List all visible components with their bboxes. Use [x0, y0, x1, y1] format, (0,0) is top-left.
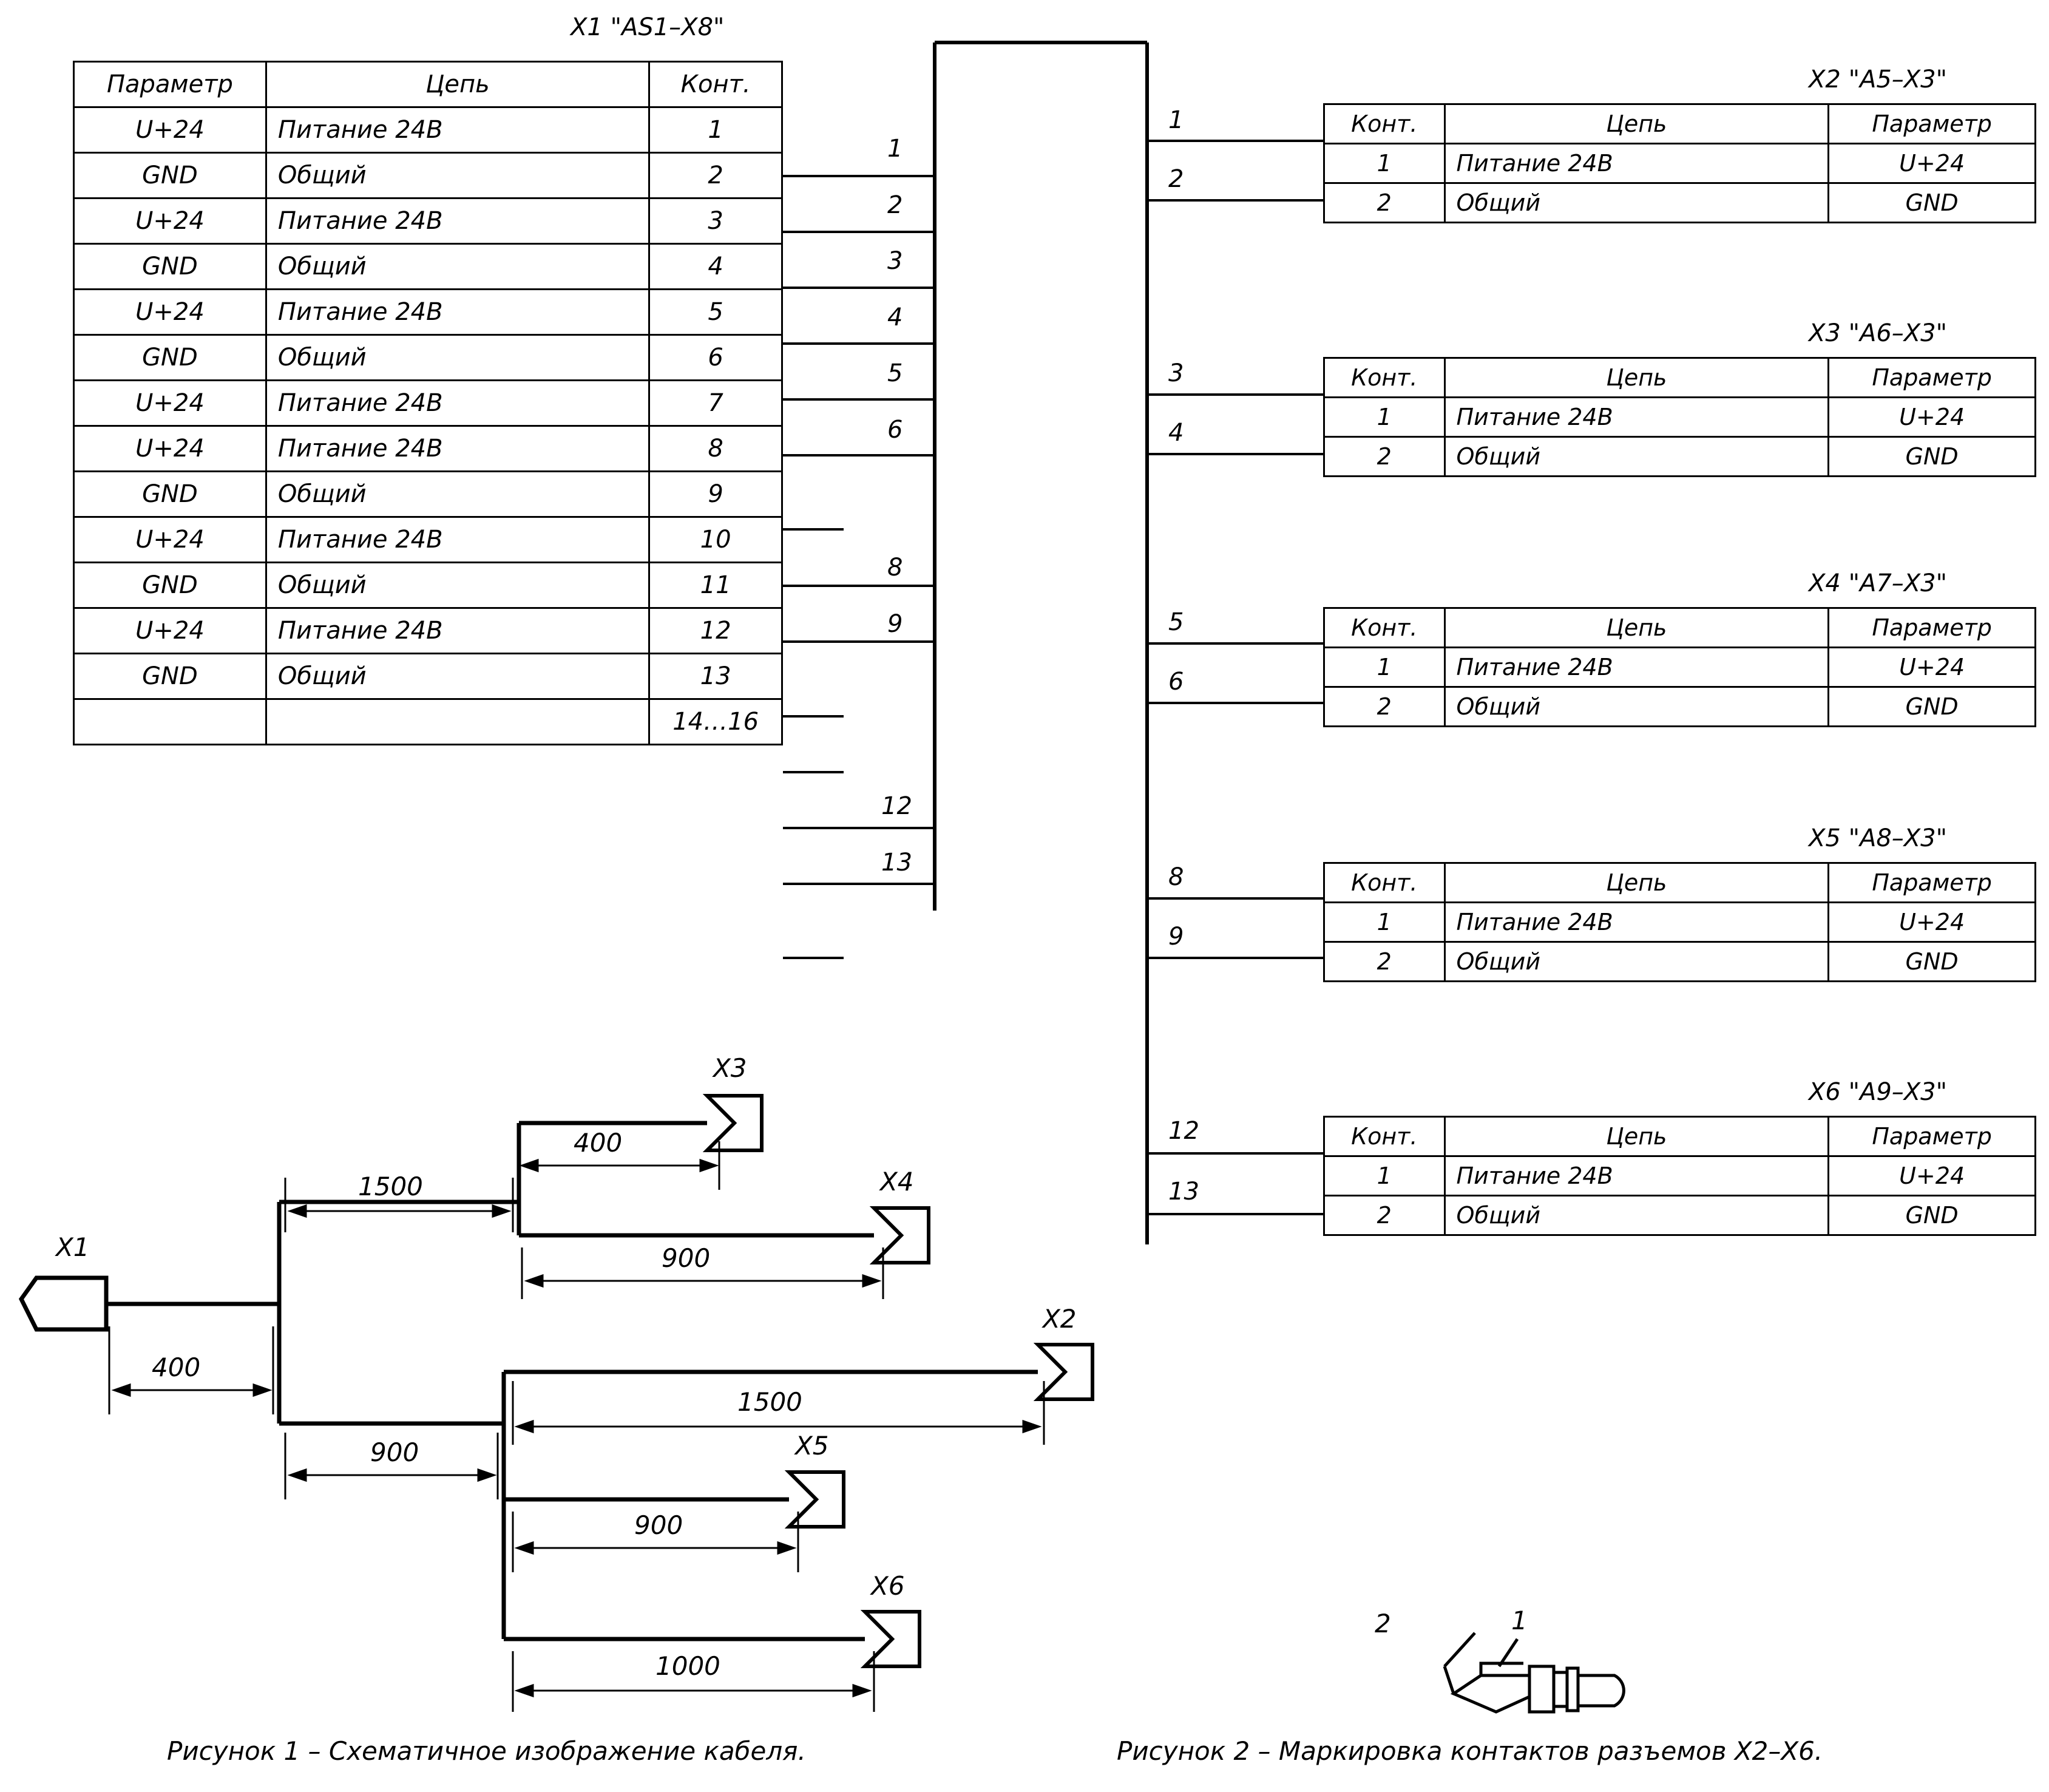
table-x1-cell: GND	[74, 654, 266, 699]
table-x1-cell: U+24	[74, 517, 266, 563]
table-row	[1324, 144, 2036, 183]
table-row	[74, 517, 782, 563]
bus-right-pin-label: 5	[1168, 608, 1184, 636]
table-header-cell: Параметр	[1829, 863, 2036, 903]
table-header-cell: Конт.	[1324, 863, 1445, 903]
table-x1-title: X1 "AS1–X8"	[571, 13, 725, 41]
table-x1-header-param: Параметр	[74, 62, 266, 107]
figure1-caption: Рисунок 1 – Схематичное изображение кабеля.	[167, 1736, 806, 1766]
table-x1-cell	[74, 699, 266, 745]
table-header-cell: Параметр	[1829, 1117, 2036, 1156]
table-header-row	[1324, 863, 2036, 903]
table-x1-cell: 13	[649, 654, 782, 699]
table-x5	[1323, 862, 2036, 982]
bus-right-pin-label: 8	[1168, 863, 1184, 891]
connector-label-x2: X2	[1043, 1304, 1077, 1334]
table-x1	[73, 61, 783, 745]
table-x1-cell: Общий	[266, 654, 649, 699]
table-cell: U+24	[1829, 903, 2036, 942]
table-cell: GND	[1829, 942, 2036, 982]
table-cell: 1	[1324, 398, 1445, 437]
bus-left-pin-label: 6	[887, 416, 903, 444]
table-row	[74, 290, 782, 335]
table-row	[74, 381, 782, 426]
table-x1-cell: GND	[74, 335, 266, 381]
table-x1-cell: Общий	[266, 472, 649, 517]
table-row	[74, 199, 782, 244]
table-x1-cell: U+24	[74, 381, 266, 426]
table-x1-cell: Общий	[266, 153, 649, 199]
bus-right-pin-label: 2	[1168, 165, 1184, 193]
table-x1-cell: 9	[649, 472, 782, 517]
table-x1-cell: 12	[649, 608, 782, 654]
table-cell: Общий	[1444, 687, 1829, 727]
bus-left-pin-label: 9	[887, 610, 903, 638]
table-row	[1324, 398, 2036, 437]
table-cell: Питание 24В	[1444, 648, 1829, 687]
table-row	[1324, 183, 2036, 223]
figure2-pin-2: 2	[1375, 1609, 1391, 1638]
dimension-900-x4: 900	[662, 1243, 711, 1273]
table-cell: Общий	[1444, 183, 1829, 223]
table-header-cell: Цепь	[1444, 863, 1829, 903]
bus-right-pin-label: 3	[1168, 359, 1184, 387]
table-x1-cell: U+24	[74, 426, 266, 472]
table-x2-title: X2 "A5–X3"	[1809, 66, 1948, 93]
table-row	[1324, 903, 2036, 942]
figure2-pin-1: 1	[1511, 1606, 1528, 1635]
table-x1-cell: Питание 24В	[266, 517, 649, 563]
table-cell: 2	[1324, 942, 1445, 982]
table-row	[1324, 1196, 2036, 1235]
table-cell: U+24	[1829, 1156, 2036, 1196]
table-cell: 2	[1324, 183, 1445, 223]
table-x1-cell: GND	[74, 563, 266, 608]
table-x1-cell: 2	[649, 153, 782, 199]
table-header-cell: Параметр	[1829, 104, 2036, 144]
table-cell: 2	[1324, 1196, 1445, 1235]
table-cell: 1	[1324, 648, 1445, 687]
table-x1-cell: Питание 24В	[266, 199, 649, 244]
table-cell: GND	[1829, 437, 2036, 477]
connector-label-x4: X4	[880, 1167, 914, 1196]
table-x1-cell: GND	[74, 472, 266, 517]
table-cell: GND	[1829, 1196, 2036, 1235]
table-x1-header-circuit: Цепь	[266, 62, 649, 107]
figure2-caption: Рисунок 2 – Маркировка контактов разъемов X2–X6.	[1117, 1736, 1823, 1766]
table-header-cell: Параметр	[1829, 608, 2036, 648]
table-header-row	[1324, 104, 2036, 144]
table-row	[1324, 648, 2036, 687]
table-cell: 1	[1324, 1156, 1445, 1196]
table-x1-cell: GND	[74, 244, 266, 290]
table-x1-cell: Питание 24В	[266, 107, 649, 153]
table-header-row	[1324, 1117, 2036, 1156]
table-x1-cell: 8	[649, 426, 782, 472]
table-x3-title: X3 "A6–X3"	[1809, 319, 1948, 347]
table-x1-cell: 5	[649, 290, 782, 335]
table-x1-cell: 6	[649, 335, 782, 381]
table-row	[1324, 687, 2036, 727]
bus-left-pin-label: 13	[881, 849, 912, 877]
table-header-cell: Цепь	[1444, 358, 1829, 398]
connector-label-x3: X3	[713, 1053, 747, 1083]
table-row	[74, 153, 782, 199]
table-x1-cell: 4	[649, 244, 782, 290]
table-row	[74, 699, 782, 745]
table-x1-cell: 14…16	[649, 699, 782, 745]
bus-left-pin-label: 8	[887, 554, 903, 582]
table-x1-cell: 11	[649, 563, 782, 608]
table-x1-cell: U+24	[74, 199, 266, 244]
table-header-row	[1324, 358, 2036, 398]
table-row	[1324, 1156, 2036, 1196]
dimension-900-spine: 900	[370, 1437, 419, 1467]
table-x1-cell: U+24	[74, 290, 266, 335]
table-row	[1324, 437, 2036, 477]
table-cell: 1	[1324, 144, 1445, 183]
dimension-1500-spine: 1500	[358, 1172, 423, 1201]
table-cell: U+24	[1829, 398, 2036, 437]
bus-left-pin-label: 12	[881, 792, 912, 820]
table-cell: Общий	[1444, 437, 1829, 477]
table-header-cell: Конт.	[1324, 358, 1445, 398]
table-cell: Питание 24В	[1444, 398, 1829, 437]
table-header-cell: Цепь	[1444, 104, 1829, 144]
table-x5-title: X5 "A8–X3"	[1809, 824, 1948, 852]
table-x4	[1323, 607, 2036, 727]
table-x2	[1323, 103, 2036, 223]
table-x1-cell: Питание 24В	[266, 608, 649, 654]
table-x6	[1323, 1116, 2036, 1236]
table-header-cell: Конт.	[1324, 104, 1445, 144]
table-x1-cell: 10	[649, 517, 782, 563]
dimension-1500-x2: 1500	[737, 1387, 802, 1417]
table-row	[1324, 942, 2036, 982]
table-x1-cell: U+24	[74, 608, 266, 654]
table-cell: U+24	[1829, 144, 2036, 183]
dimension-400-x3: 400	[574, 1128, 623, 1158]
table-x1-cell: Общий	[266, 563, 649, 608]
table-header-row	[1324, 608, 2036, 648]
table-x6-title: X6 "A9–X3"	[1809, 1078, 1948, 1106]
table-row	[74, 426, 782, 472]
connector-label-x6: X6	[871, 1571, 905, 1601]
table-row	[74, 244, 782, 290]
table-cell: GND	[1829, 687, 2036, 727]
table-x1-cell: Общий	[266, 244, 649, 290]
table-x4-title: X4 "A7–X3"	[1809, 569, 1948, 597]
bus-right-pin-label: 1	[1168, 106, 1184, 134]
table-cell: Общий	[1444, 1196, 1829, 1235]
table-header-cell: Цепь	[1444, 608, 1829, 648]
table-x1-cell: 7	[649, 381, 782, 426]
table-header-cell: Параметр	[1829, 358, 2036, 398]
table-cell: Питание 24В	[1444, 903, 1829, 942]
table-cell: Питание 24В	[1444, 144, 1829, 183]
table-row	[74, 107, 782, 153]
bus-left-pin-label: 2	[887, 191, 903, 219]
dimension-1000-x6: 1000	[655, 1651, 720, 1681]
table-x1-cell: Питание 24В	[266, 290, 649, 335]
bus-right-pin-label: 12	[1168, 1117, 1199, 1145]
bus-right-pin-label: 13	[1168, 1178, 1199, 1206]
table-x1-cell: Общий	[266, 335, 649, 381]
table-cell: Общий	[1444, 942, 1829, 982]
table-row	[74, 335, 782, 381]
table-x3	[1323, 357, 2036, 477]
table-cell: 1	[1324, 903, 1445, 942]
table-header-cell: Конт.	[1324, 608, 1445, 648]
table-x1-cell: 3	[649, 199, 782, 244]
connector-label-x5: X5	[795, 1431, 829, 1461]
table-row	[74, 608, 782, 654]
connector-label-x1: X1	[56, 1232, 90, 1262]
dimension-400-x1: 400	[152, 1352, 201, 1382]
table-cell: 2	[1324, 687, 1445, 727]
bus-left-pin-label: 4	[887, 304, 903, 331]
bus-right-pin-label: 4	[1168, 419, 1184, 447]
table-row	[74, 654, 782, 699]
bus-left-pin-label: 3	[887, 247, 903, 275]
table-header-cell: Конт.	[1324, 1117, 1445, 1156]
table-x1-cell: Питание 24В	[266, 381, 649, 426]
table-row	[74, 472, 782, 517]
table-x1-cell	[266, 699, 649, 745]
table-x1-cell: GND	[74, 153, 266, 199]
table-cell: 2	[1324, 437, 1445, 477]
bus-right-pin-label: 6	[1168, 668, 1184, 696]
table-x1-cell: Питание 24В	[266, 426, 649, 472]
table-x1-header-contact: Конт.	[649, 62, 782, 107]
bus-right-pin-label: 9	[1168, 923, 1184, 951]
table-cell: U+24	[1829, 648, 2036, 687]
table-cell: GND	[1829, 183, 2036, 223]
table-cell: Питание 24В	[1444, 1156, 1829, 1196]
dimension-900-x5: 900	[634, 1510, 683, 1540]
table-header-cell: Цепь	[1444, 1117, 1829, 1156]
bus-left-pin-label: 1	[887, 135, 903, 163]
table-x1-cell: 1	[649, 107, 782, 153]
table-x1-header-row	[74, 62, 782, 107]
table-row	[74, 563, 782, 608]
table-x1-cell: U+24	[74, 107, 266, 153]
bus-left-pin-label: 5	[887, 359, 903, 387]
